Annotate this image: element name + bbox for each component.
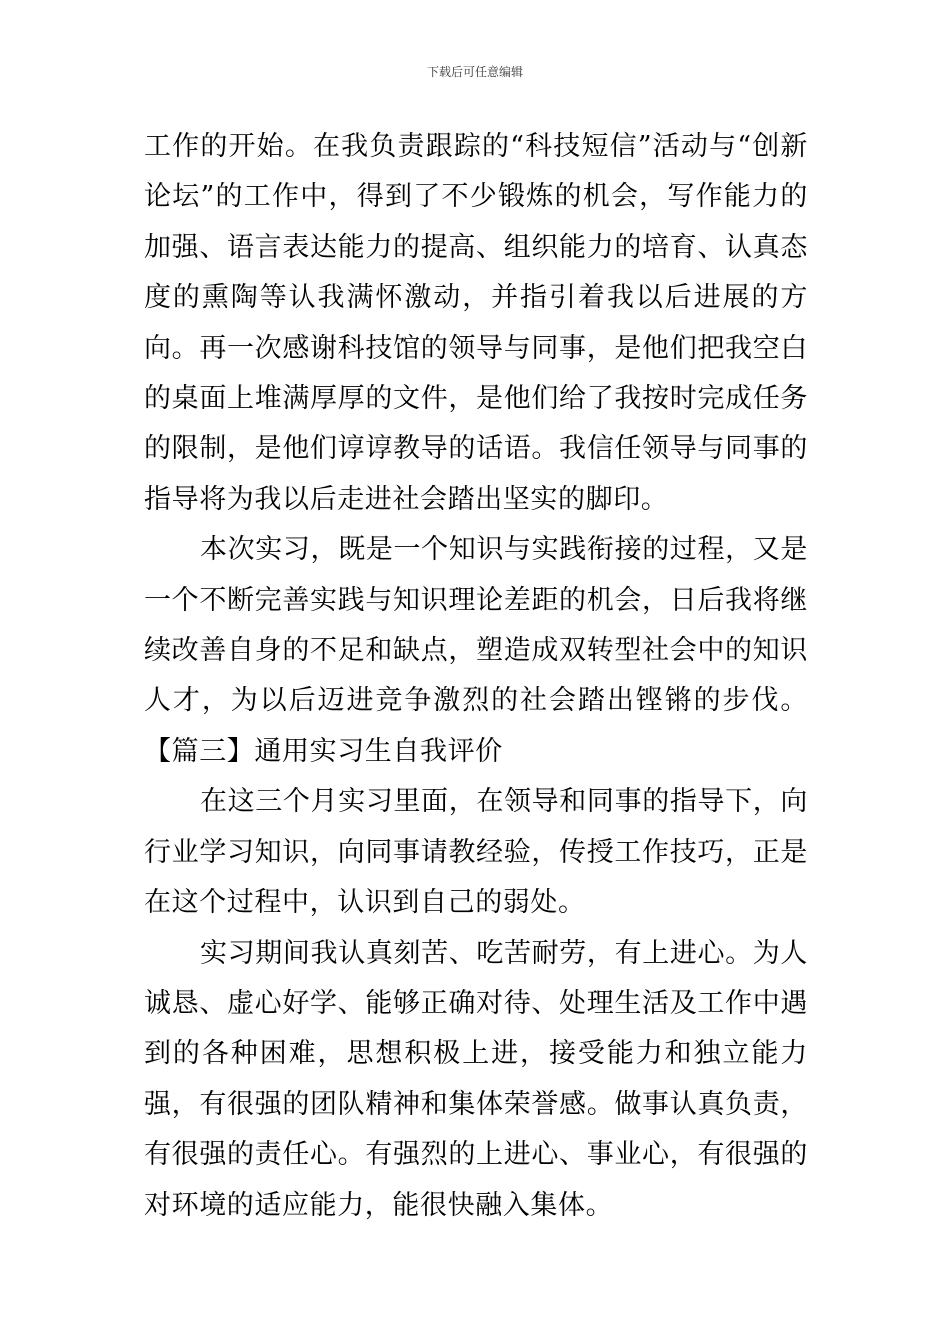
header-note: 下载后可任意编辑	[426, 65, 523, 79]
paragraph-continuation: 工作的开始。在我负责跟踪的“科技短信”活动与“创新论坛”的工作中，得到了不少锻炼的机会，写作能力的加强、语言表达能力的提高、组织能力的培育、认真态度的熏陶等认我满怀激动，并指引着我以后进展的方向。再一次感谢科技馆的领导与同事，是他们把我空白的桌面上堆满厚厚的文件，是他们给了我按时完成任务的限制，是他们谆谆教导的话语。我信任领导与同事的指导将为我以后走进社会踏出坚实的脚印。	[144, 131, 808, 515]
paragraph-three-months: 在这三个月实习里面，在领导和同事的指导下，向行业学习知识，向同事请教经验，传授工作技巧，正是在这个过程中，认识到自己的弱处。	[144, 786, 808, 919]
document-body	[144, 122, 808, 1231]
paragraph-self-evaluation: 实习期间我认真刻苦、吃苦耐劳，有上进心。为人诚恳、虚心好学、能够正确对待、处理生活及工作中遇到的各种困难，思想积极上进，接受能力和独立能力强，有很强的团队精神和集体荣誉感。做事认真负责，有很强的责任心。有强烈的上进心、事业心，有很强的对环境的适应能力，能很快融入集体。	[144, 937, 808, 1221]
paragraph-internship-summary: 本次实习，既是一个知识与实践衔接的过程，又是一个不断完善实践与知识理论差距的机会，日后我将继续改善自身的不足和缺点，塑造成双转型社会中的知识人才，为以后迈进竞争激烈的社会踏出铿锵的步伐。【篇三】通用实习生自我评价	[144, 534, 808, 767]
